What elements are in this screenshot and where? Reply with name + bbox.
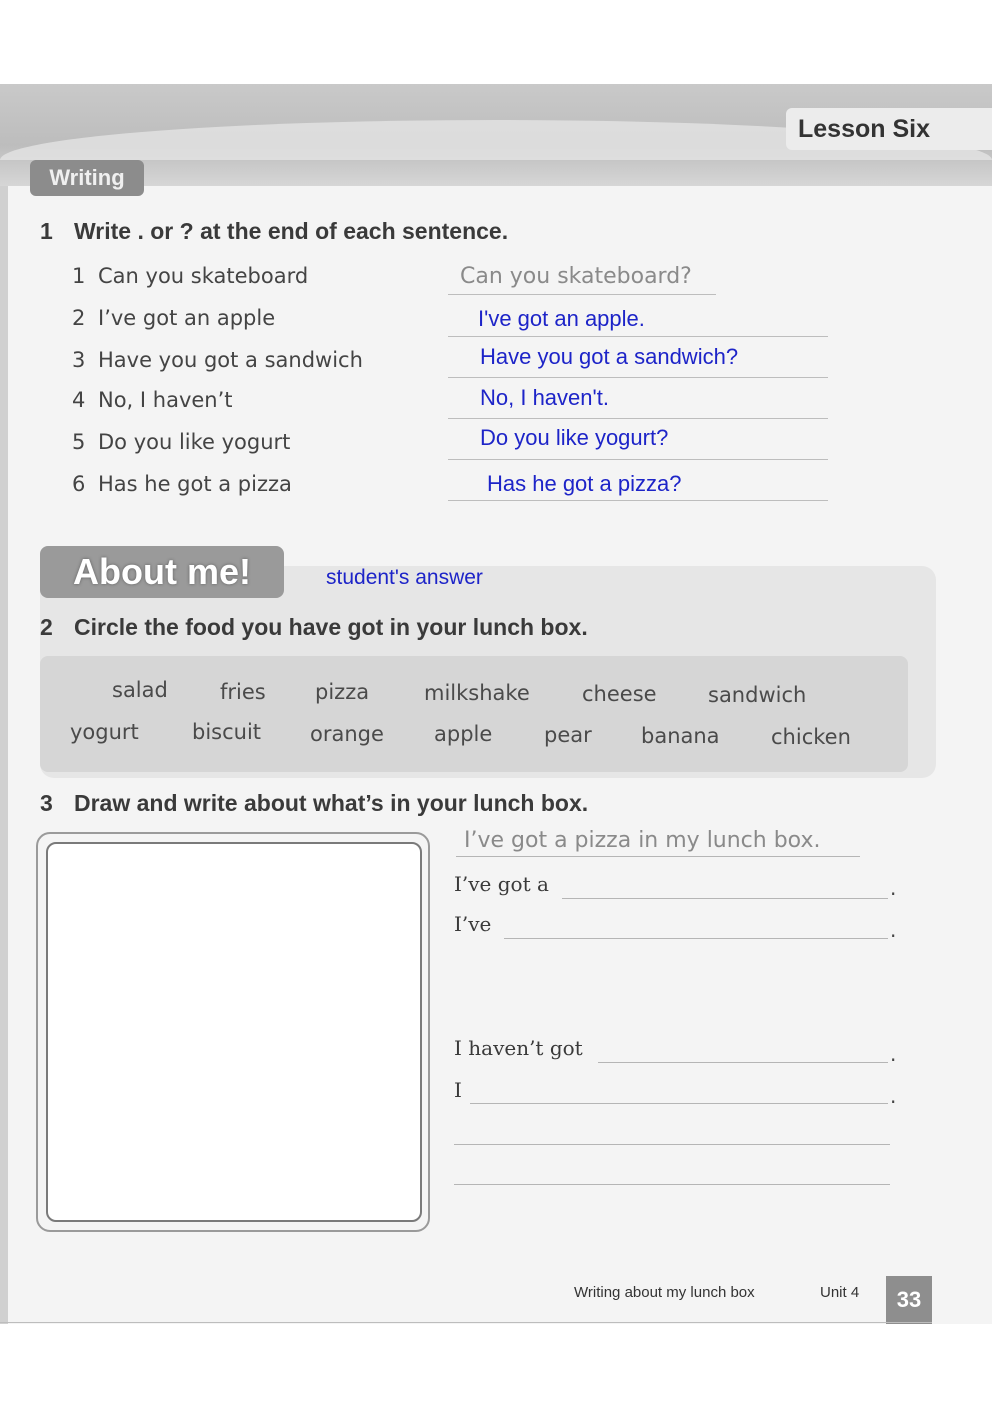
item-number: 2 <box>72 306 86 330</box>
food-word[interactable]: orange <box>310 722 384 746</box>
writing-line[interactable] <box>470 1103 888 1104</box>
exercise-instruction: Write . or ? at the end of each sentence. <box>74 218 509 244</box>
answer-line <box>448 294 716 295</box>
sentence-starter: I’ve <box>454 912 492 936</box>
answer-line <box>448 418 828 419</box>
footer-title: Writing about my lunch box <box>574 1284 755 1301</box>
item-number: 5 <box>72 430 86 454</box>
item-prompt: No, I haven’t <box>98 388 233 412</box>
item-number: 1 <box>72 264 86 288</box>
full-stop: . <box>890 1042 897 1066</box>
food-word[interactable]: salad <box>112 678 168 702</box>
food-word[interactable]: pear <box>544 723 592 747</box>
bottom-rule <box>0 1322 932 1323</box>
exercise-instruction: Circle the food you have got in your lunch box. <box>74 614 588 640</box>
writing-line[interactable] <box>598 1062 888 1063</box>
section-tab: Writing <box>30 160 144 196</box>
item-prompt: Do you like yogurt <box>98 430 291 454</box>
full-stop: . <box>890 918 897 942</box>
food-word[interactable]: banana <box>641 724 720 748</box>
food-word[interactable]: biscuit <box>192 720 262 744</box>
exercise2-heading <box>40 614 588 641</box>
food-word[interactable]: apple <box>434 722 493 746</box>
exercise-number: 3 <box>40 790 53 816</box>
writing-line[interactable] <box>562 898 888 899</box>
exercise-number: 1 <box>40 218 53 244</box>
about-me-badge: About me! <box>40 546 284 598</box>
writing-line[interactable] <box>454 1144 890 1145</box>
item-number: 6 <box>72 472 86 496</box>
exercise3-heading <box>40 790 588 817</box>
full-stop: . <box>890 1084 897 1108</box>
drawing-area[interactable] <box>46 842 422 1222</box>
handwritten-answer[interactable]: Do you like yogurt? <box>480 425 669 450</box>
full-stop: . <box>890 876 897 900</box>
example-answer: Can you skateboard? <box>460 264 692 289</box>
food-word[interactable]: chicken <box>771 725 851 749</box>
handwritten-answer[interactable]: Have you got a sandwich? <box>480 344 739 369</box>
handwritten-answer[interactable]: Has he got a pizza? <box>487 471 682 496</box>
item-prompt: Can you skateboard <box>98 264 309 288</box>
page-number: 33 <box>886 1276 932 1324</box>
food-word[interactable]: sandwich <box>708 683 807 707</box>
food-word[interactable]: cheese <box>582 682 657 706</box>
handwritten-answer[interactable]: I've got an apple. <box>478 306 645 331</box>
example-sentence: I’ve got a pizza in my lunch box. <box>464 828 821 853</box>
writing-line[interactable] <box>504 938 888 939</box>
item-number: 4 <box>72 388 86 412</box>
lesson-title: Lesson Six <box>786 108 992 150</box>
student-answer-note: student's answer <box>326 566 483 589</box>
footer-unit: Unit 4 <box>820 1284 860 1301</box>
item-prompt: Has he got a pizza <box>98 472 292 496</box>
item-prompt: Have you got a sandwich <box>98 348 363 372</box>
handwritten-answer[interactable]: No, I haven't. <box>480 385 609 410</box>
exercise1-heading <box>40 218 508 245</box>
answer-line <box>448 459 828 460</box>
item-prompt: I’ve got an apple <box>98 306 276 330</box>
item-number: 3 <box>72 348 86 372</box>
food-word-box <box>40 656 908 772</box>
food-word[interactable]: milkshake <box>424 681 530 705</box>
exercise-instruction: Draw and write about what’s in your lunch box. <box>74 790 589 816</box>
example-line <box>456 856 860 857</box>
sentence-starter: I’ve got a <box>454 872 549 896</box>
exercise-number: 2 <box>40 614 53 640</box>
answer-line <box>448 377 828 378</box>
answer-line <box>448 500 828 501</box>
answer-line <box>448 336 828 337</box>
sentence-starter: I haven’t got <box>454 1036 583 1060</box>
binding-shade <box>0 84 8 1324</box>
food-word[interactable]: yogurt <box>70 720 139 744</box>
sentence-starter: I <box>454 1078 462 1102</box>
food-word[interactable]: fries <box>220 680 266 704</box>
writing-line[interactable] <box>454 1184 890 1185</box>
food-word[interactable]: pizza <box>315 680 370 704</box>
